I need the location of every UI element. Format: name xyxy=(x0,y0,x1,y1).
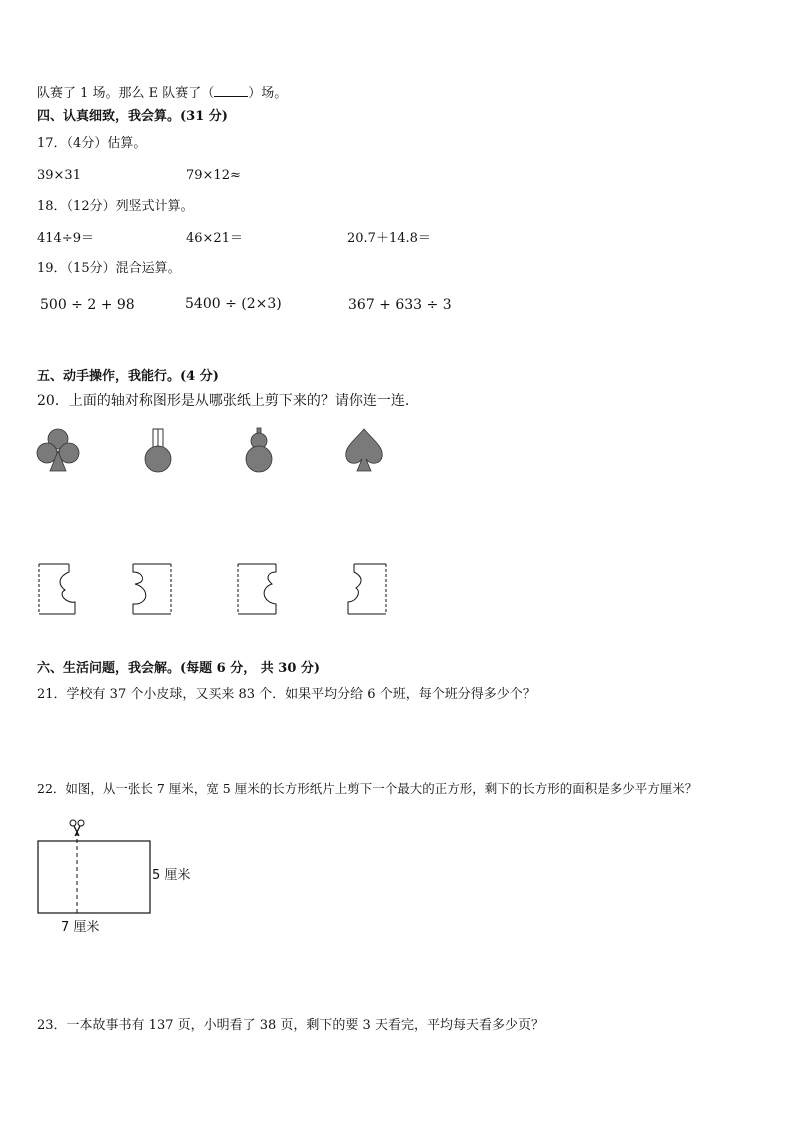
question-18-label: 18．（12分）列竖式计算。 xyxy=(37,199,194,214)
bottle-icon xyxy=(142,427,174,473)
club-icon xyxy=(36,427,80,473)
q19-expr-3: 367 + 633 ÷ 3 xyxy=(348,297,452,313)
top-line-text-end: ）场。 xyxy=(248,86,288,101)
q17-expr-2: 79×12≈ xyxy=(186,168,241,183)
q19-expr-1: 500 ÷ 2 + 98 xyxy=(40,297,135,313)
section-5-title: 五、动手操作，我能行。(4 分) xyxy=(37,369,219,384)
spade-icon xyxy=(342,427,386,473)
question-20-label: 20．上面的轴对称图形是从哪张纸上剪下来的？请你连一连. xyxy=(37,393,410,409)
section-4-title: 四、认真细致，我会算。(31 分) xyxy=(37,109,228,124)
paper-cut-1[interactable] xyxy=(37,562,79,616)
q18-expr-3: 20.7＋14.8＝ xyxy=(347,231,431,246)
q18-expr-2: 46×21＝ xyxy=(186,231,243,246)
length-label: 7 厘米 xyxy=(61,920,100,935)
top-line xyxy=(37,84,287,102)
section-6-title: 六、生活问题，我会解。(每题 6 分， 共 30 分) xyxy=(37,661,321,676)
answer-blank[interactable] xyxy=(214,84,248,97)
rectangle-diagram xyxy=(37,818,153,916)
question-19-label: 19．（15分）混合运算。 xyxy=(37,261,181,276)
question-17-label: 17．（4分）估算。 xyxy=(37,136,147,151)
paper-cut-4[interactable] xyxy=(346,562,388,616)
q17-expr-1: 39×31 xyxy=(37,168,81,183)
paper-cut-3[interactable] xyxy=(236,562,278,616)
top-line-text: 队赛了 1 场。那么 E 队赛了（ xyxy=(37,86,215,101)
width-label: 5 厘米 xyxy=(152,868,191,883)
gourd-icon xyxy=(244,427,274,473)
question-23-label: 23．一本故事书有 137 页，小明看了 38 页，剩下的要 3 天看完，平均每天看多少页？ xyxy=(37,1018,544,1033)
question-22-label: 22．如图，从一张长 7 厘米，宽 5 厘米的长方形纸片上剪下一个最大的正方形，剩下的长方形的面积是多少平方厘米？ xyxy=(37,781,698,796)
q19-expr-2: 5400 ÷ (2×3) xyxy=(185,296,282,312)
paper-cut-2[interactable] xyxy=(131,562,173,616)
q18-expr-1: 414÷9＝ xyxy=(37,231,94,246)
question-21-label: 21．学校有 37 个小皮球，又买来 83 个．如果平均分给 6 个班，每个班分得多少个？ xyxy=(37,687,536,702)
